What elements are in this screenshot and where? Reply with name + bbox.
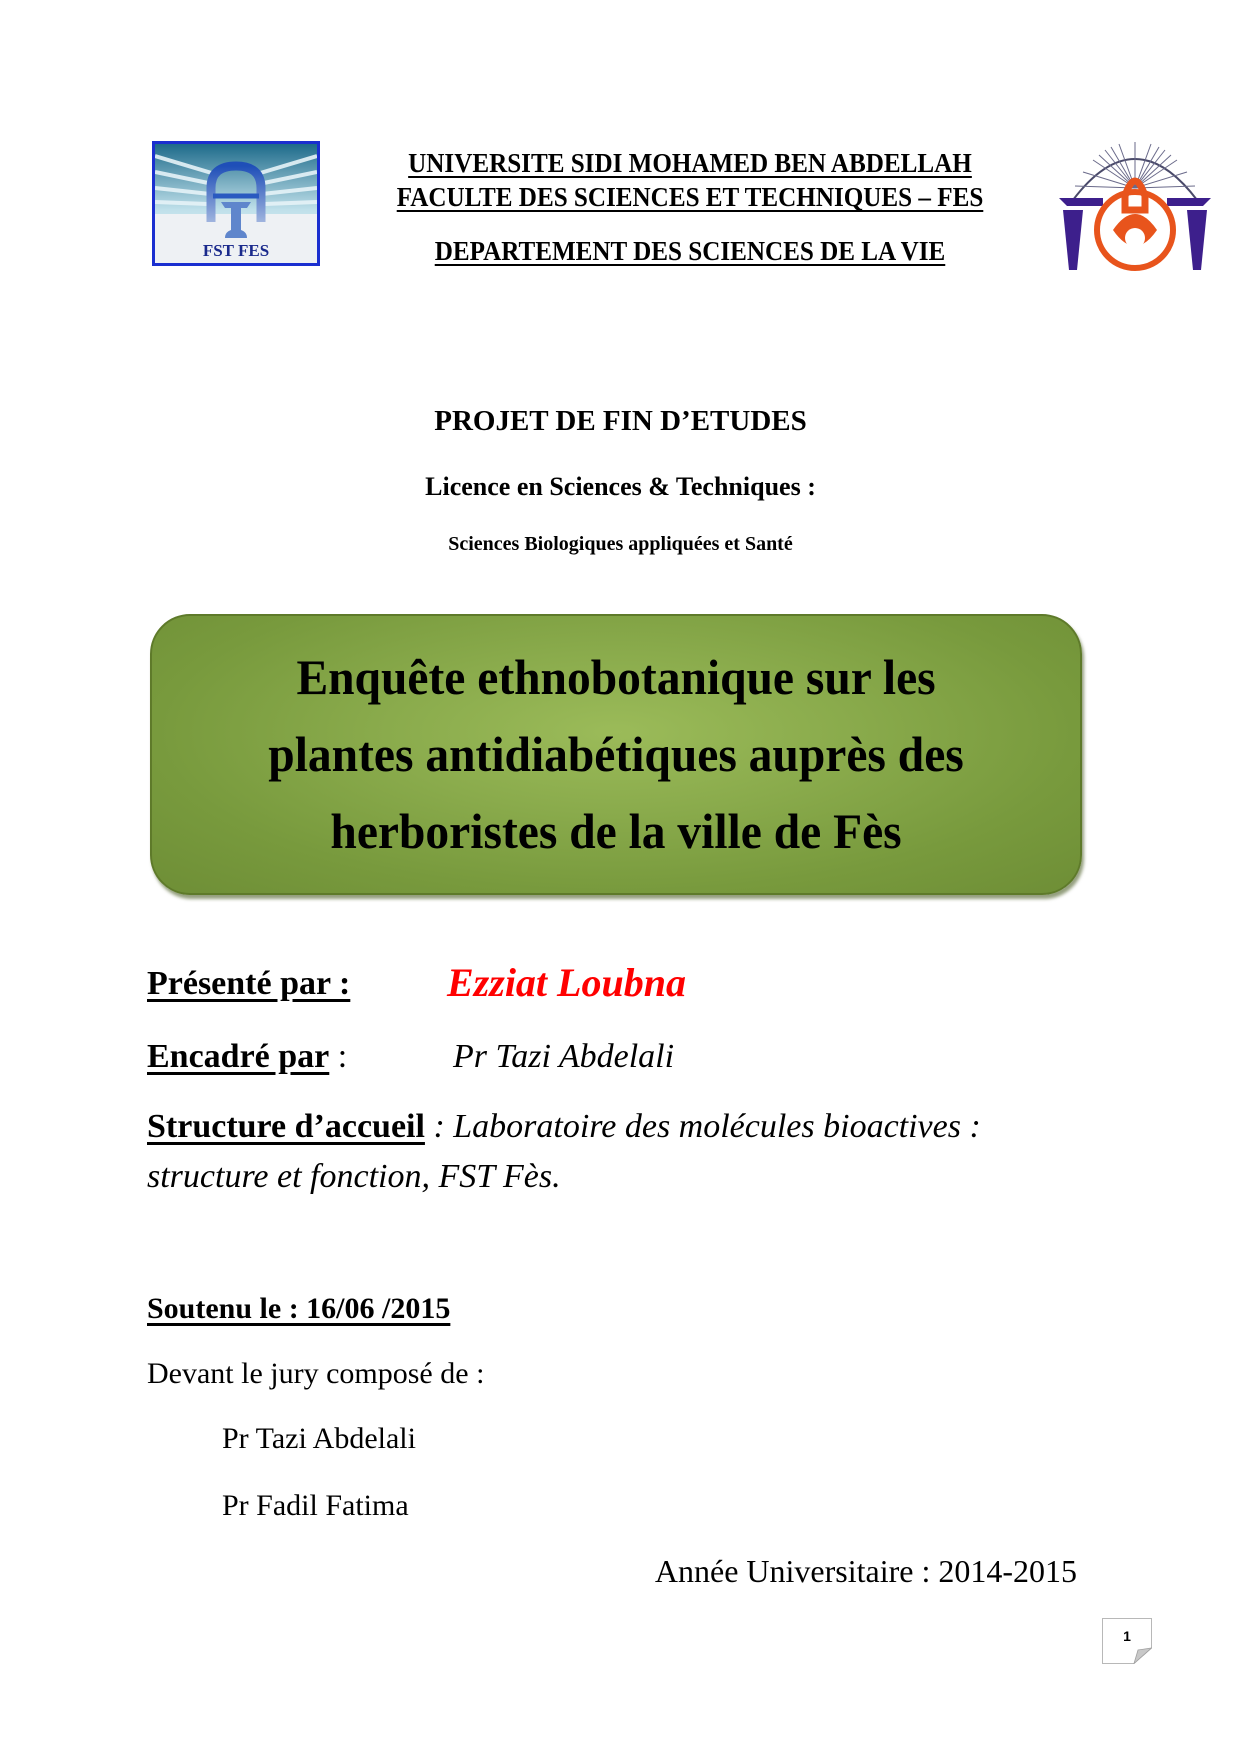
supervisor-name: Pr Tazi Abdelali	[453, 1038, 675, 1075]
host-structure-value: : Laboratoire des molécules bioactives :	[424, 1108, 981, 1145]
university-seal-icon	[1053, 138, 1217, 280]
supervised-by-row	[147, 1038, 675, 1076]
supervised-by-separator: :	[329, 1038, 348, 1075]
thesis-title-line: herboristes de la ville de Fès	[330, 803, 902, 859]
page-number-box	[1102, 1618, 1152, 1664]
jury-member: Pr Tazi Abdelali	[222, 1422, 416, 1455]
defense-date-label: Soutenu le : 16/06 /2015	[147, 1292, 451, 1325]
department-name: DEPARTEMENT DES SCIENCES DE LA VIE	[434, 236, 946, 266]
jury-intro: Devant le jury composé de :	[147, 1357, 485, 1390]
defense-date	[147, 1292, 450, 1326]
thesis-title	[268, 639, 963, 870]
fst-fes-logo-icon	[155, 144, 317, 263]
page-number: 1	[1123, 1628, 1131, 1644]
thesis-title-line: plantes antidiabétiques auprès des	[268, 726, 964, 782]
thesis-title-line: Enquête ethnobotanique sur les	[296, 649, 936, 705]
student-name: Ezziat Loubna	[447, 960, 686, 1005]
academic-year: Année Universitaire : 2014-2015	[654, 1553, 1077, 1589]
presented-by-row	[147, 960, 686, 1005]
degree-name: Licence en Sciences & Techniques :	[425, 472, 816, 501]
presented-by-label: Présenté par :	[147, 965, 351, 1002]
university-name: UNIVERSITE SIDI MOHAMED BEN ABDELLAH	[408, 148, 972, 178]
supervised-by-label: Encadré par	[147, 1038, 330, 1075]
host-structure-value-continued: structure et fonction, FST Fès.	[147, 1158, 561, 1195]
thesis-title-box	[150, 614, 1082, 895]
svg-text:FST FES: FST FES	[202, 241, 270, 260]
host-structure-row	[147, 1108, 981, 1146]
project-type: PROJET DE FIN D’ETUDES	[434, 405, 807, 437]
faculty-name: FACULTE DES SCIENCES ET TECHNIQUES – FES	[396, 182, 984, 212]
fst-fes-logo	[152, 141, 320, 266]
jury-member: Pr Fadil Fatima	[222, 1489, 409, 1522]
host-structure-label: Structure d’accueil	[147, 1108, 425, 1145]
specialty-name: Sciences Biologiques appliquées et Santé	[448, 533, 793, 555]
usmba-university-seal	[1053, 138, 1217, 280]
